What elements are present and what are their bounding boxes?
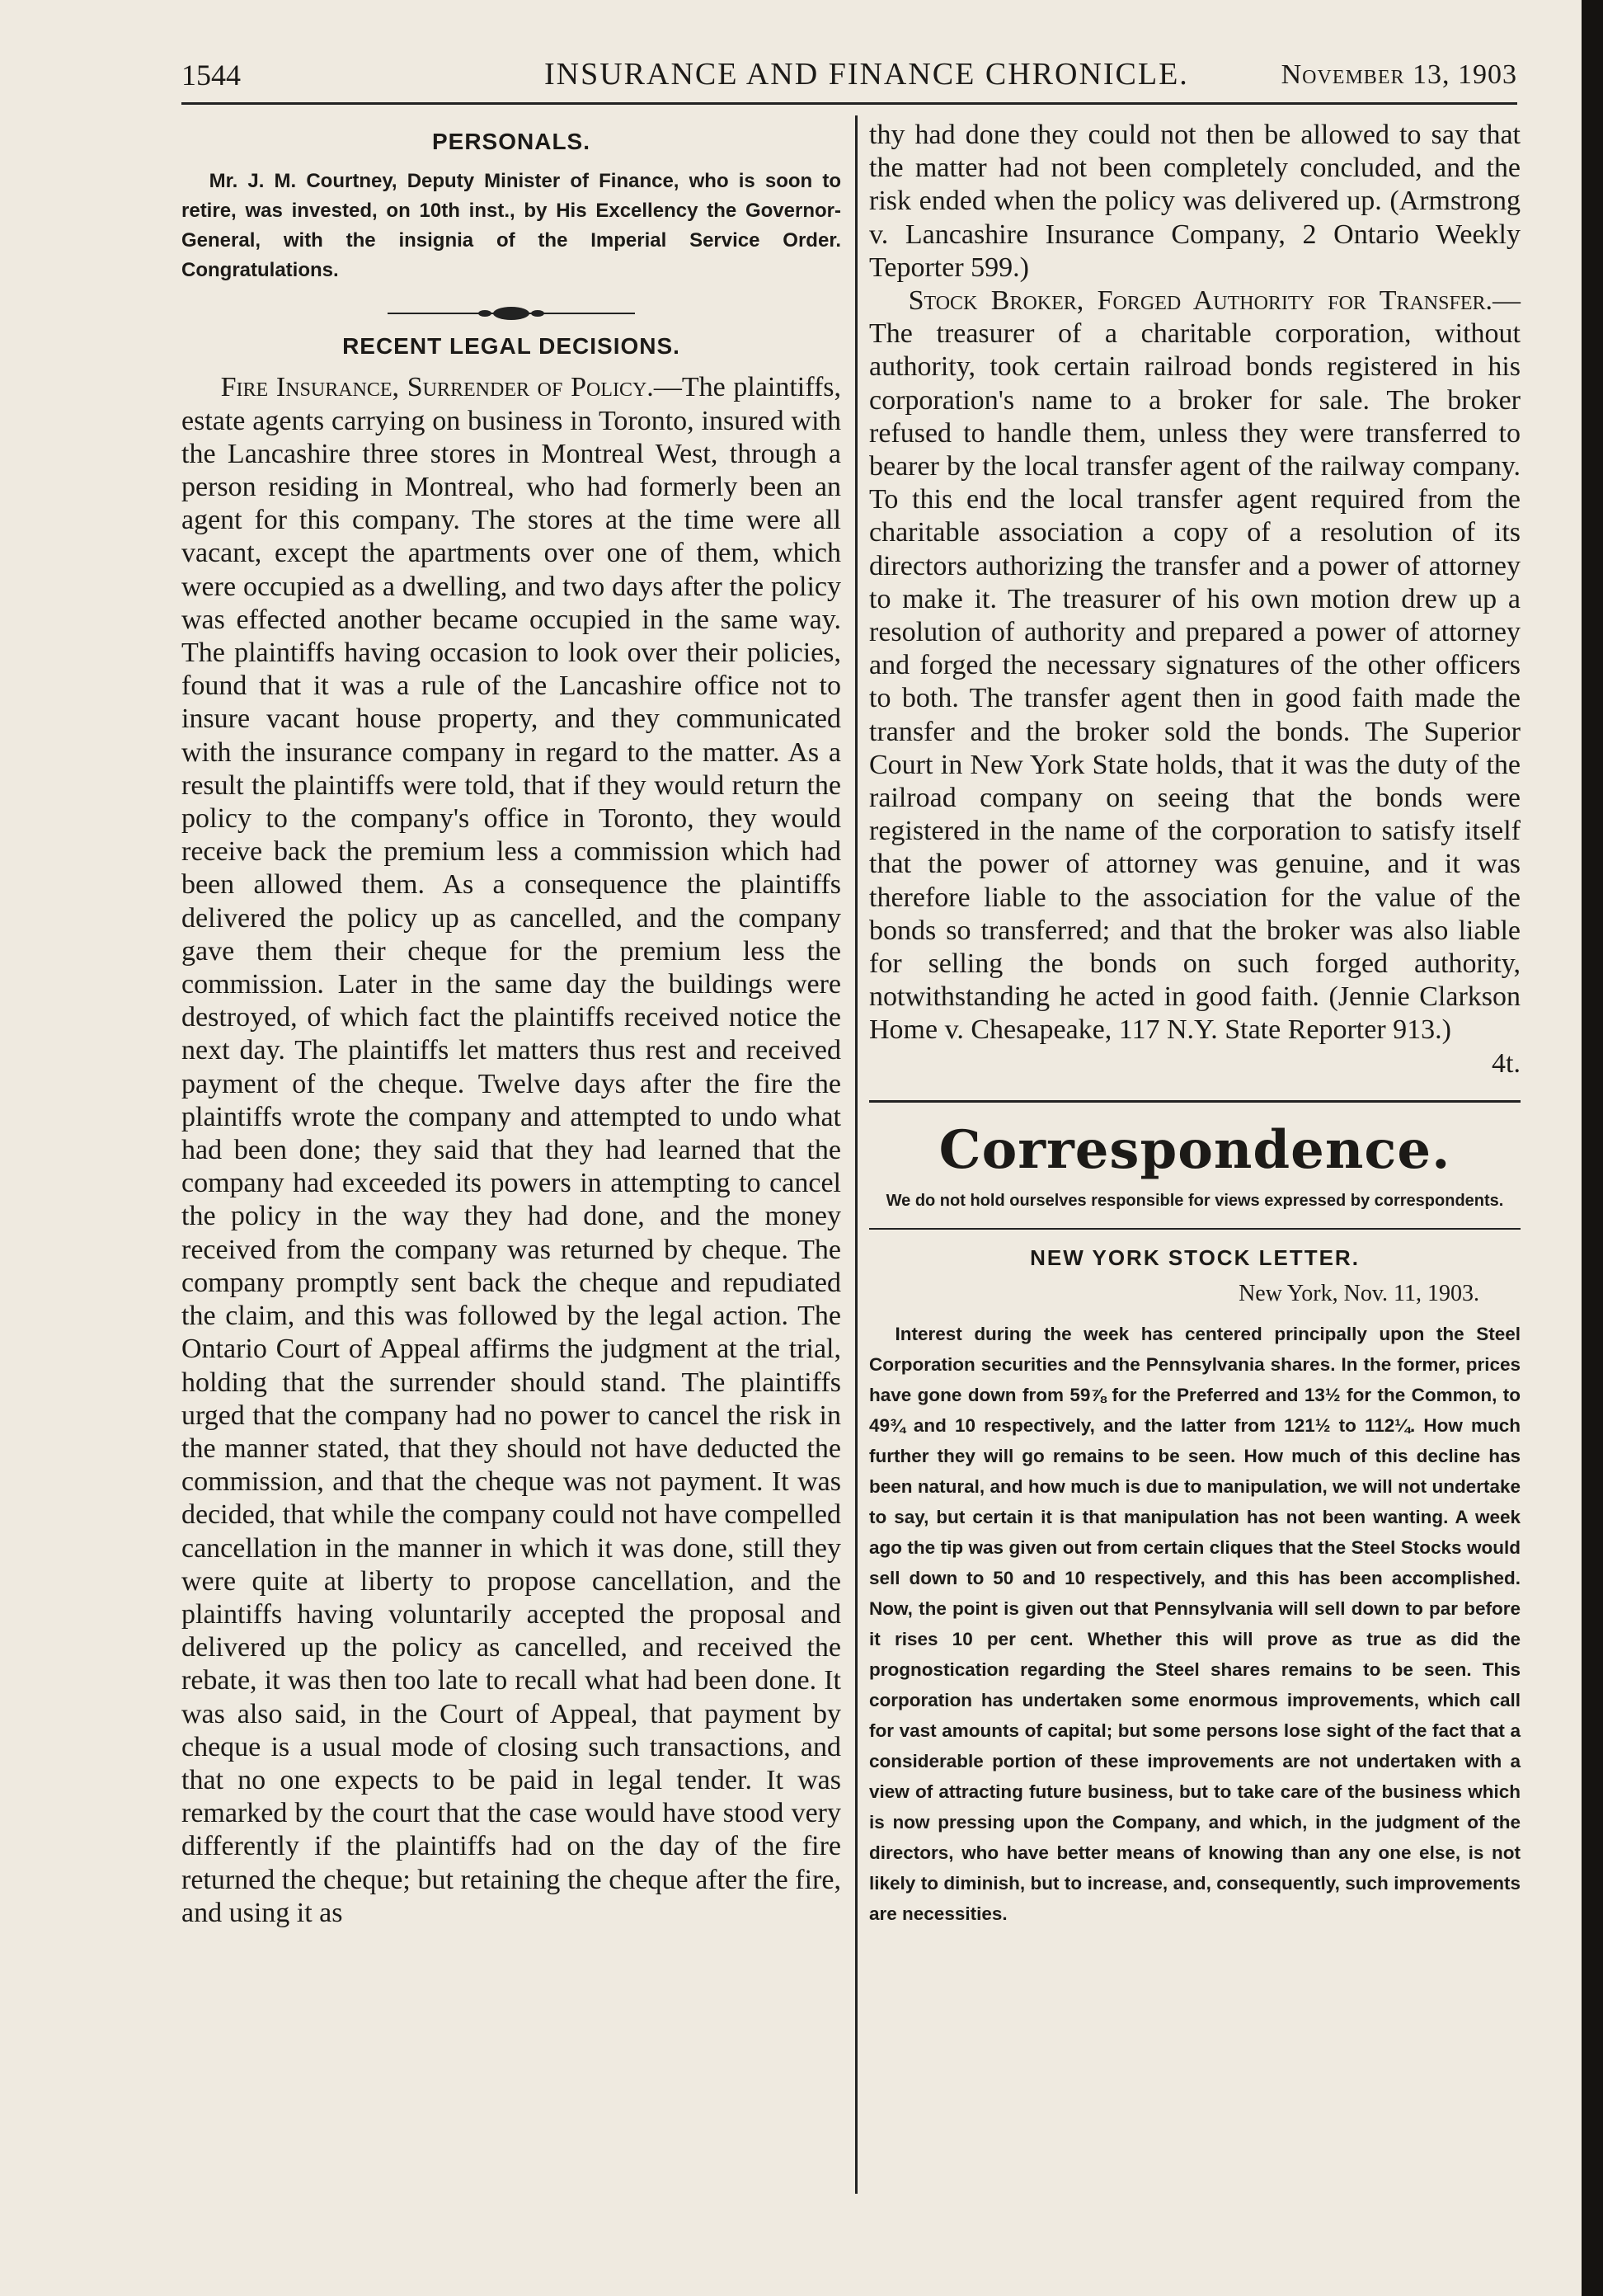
case2-title: Stock Broker, Forged Authority for Transfer. — [908, 285, 1493, 317]
personals-heading: PERSONALS. — [431, 129, 591, 154]
correspondence-note: We do not hold ourselves responsible for views expressed by correspondents. — [886, 1191, 1504, 1210]
case1-title: Fire Insurance, Surrender of Policy. — [220, 372, 654, 403]
case1-paragraph — [181, 371, 841, 1930]
personals-text: Mr. J. M. Courtney, Deputy Minister of Finance, who is soon to retire, was invested, on 10th inst., by His Excellency the Governor-General, with the insignia of the Imperial Service Order. Congratulations. — [181, 170, 841, 282]
case1-body: —The plaintiffs, estate agents carrying on business in Toronto, insured with the Lancashire three stores in Montreal West, through a person residing in Montreal, who had formerly been an agent for this company. The stores at the time were all vacant, except the apartments over one of them, which were occupied as a dwelling, and two days after the policy was effected another became occupied in the same way. The plaintiffs having occasion to look over their policies, found that it was a rule of the Lancashire office not to insure vacant house property, and they communicated with the insurance company in regard to the matter. As a result the plaintiffs were told, that if they would return the policy to the company's office in Toronto, they would receive back the premium less a commission which had been allowed them. As a consequence the plaintiffs delivered the policy up as cancelled, and the company gave them their cheque for the premium less the commission. Later in the same day the buildings were destroyed, of which fact the plaintiffs received notice the next day. The plaintiffs let matters thus rest and received payment of the cheque. Twelve days after the fire the plaintiffs wrote the company and attempted to undo what had been done; they said that they had learned that the company had exceeded its powers in attempting to cancel the policy in the way they had done, and the money received from the company was returned by cheque. The company promptly sent back the cheque and repudiated the claim, and this was followed by the legal action. The Ontario Court of Appeal affirms the judgment at the trial, holding that the surrender should stand. The plaintiffs urged that the company had no power to cancel the risk in the manner stated, that they should not have deducted the commission, and that the cheque was not payment. It was decided, that while the company could not have compelled cancellation in the manner in which it was done, still they were quite at liberty to propose cancellation, and the plaintiffs having voluntarily accepted the proposal and delivered up the policy as cancelled, and received the rebate, it was then too late to recall what had been done. It was also said, in the Court of Appeal, that payment by cheque is a usual mode of closing such transactions, and that no one expects to be paid in legal tender. It was remarked by the court that the case would have stood very differently if the plaintiffs had on the day of the fire returned the cheque; but retaining the cheque after the fire, and using it as — [181, 372, 842, 1928]
journal-title: INSURANCE AND FINANCE CHRONICLE. — [544, 57, 1189, 92]
letter-date: New York, Nov. 11, 1903. — [1239, 1281, 1479, 1307]
page-header — [181, 53, 1517, 102]
case2-body: —The treasurer of a charitable corporation, without authority, took certain railroad bonds registered in his corporation's name to a broker for sale. The broker refused to handle them, unless they were transferred to bearer by the local transfer agent of the railway company. To this end the local transfer agent required from the charitable association a copy of a resolution of its directors authorizing the transfer and a power of attorney to make it. The treasurer of his own motion drew up a resolution of authority and prepared a power of attorney and forged the necessary signatures of the other officers to both. The transfer agent then in good faith made the transfer and the broker sold the bonds. The Superior Court in New York State holds, that it was the duty of the railroad company on seeing that the bonds were registered in the name of the corporation to satisfy itself that the power of attorney was genuine, and it was therefore liable to the association for the value of the bonds so transferred; and that the broker was also liable for selling the bonds on such forged authority, notwithstanding he acted in good faith. (Jennie Clarkson Home v. Chesapeake, 117 N.Y. State Reporter 913.) — [869, 285, 1521, 1046]
right-column — [869, 119, 1521, 2181]
header-rule — [181, 102, 1517, 105]
letter-body: Interest during the week has centered principally upon the Steel Corporation securities and the Pennsylvania shares. In the former, prices have gone down from 59⅞ for the Preferred and 13½ for the Common, to 49¾ and 10 respectively, and the latter from 121½ to 112¼. How much further they will go remains to be seen. How much of this decline has been natural, and how much is due to manipulation, we will not undertake to say, but certain it is that manipulation has not been wanting. A week ago the tip was given out from certain cliques that the Steel Stocks would sell down to 50 and 10 respectively, and this has been accomplished. Now, the point is given out that Pennsylvania will sell down to par before it rises 10 per cent. Whether this will prove as true as did the prognostication regarding the Steel shares remains to be seen. This corporation has undertaken some enormous improvements, which call for vast amounts of capital; but some persons lose sight of the fact that a considerable portion of these improvements are not undertaken with a view of attracting future business, but to take care of the business which is now pressing upon the Company, and which, in the judgment of the directors, who have better means of knowing than any one else, is not likely to diminish, but to increase, and, consequently, such improvements are necessities. — [869, 1324, 1521, 1925]
section-rule — [869, 1100, 1521, 1103]
letter-title: NEW YORK STOCK LETTER. — [1030, 1244, 1360, 1270]
ornament-divider — [388, 303, 635, 323]
case2-paragraph — [869, 285, 1521, 1047]
left-column — [181, 119, 841, 2181]
page-number: 1544 — [181, 59, 241, 92]
case-signoff: 4t. — [1492, 1047, 1521, 1079]
scan-edge — [1582, 0, 1603, 2296]
case1-continuation: thy had done they could not then be allowed to say that the matter had not been completely concluded, and the risk ended when the policy was delivered up. (Armstrong v. Lancashire Insurance Company, 2 Ontario Weekly Teporter 599.) — [869, 120, 1521, 283]
issue-date: November 13, 1903 — [1281, 59, 1517, 90]
column-divider — [855, 115, 858, 2194]
letter-rule — [869, 1228, 1521, 1230]
correspondence-title: Correspondence. — [938, 1118, 1451, 1181]
legal-heading: RECENT LEGAL DECISIONS. — [342, 333, 680, 360]
